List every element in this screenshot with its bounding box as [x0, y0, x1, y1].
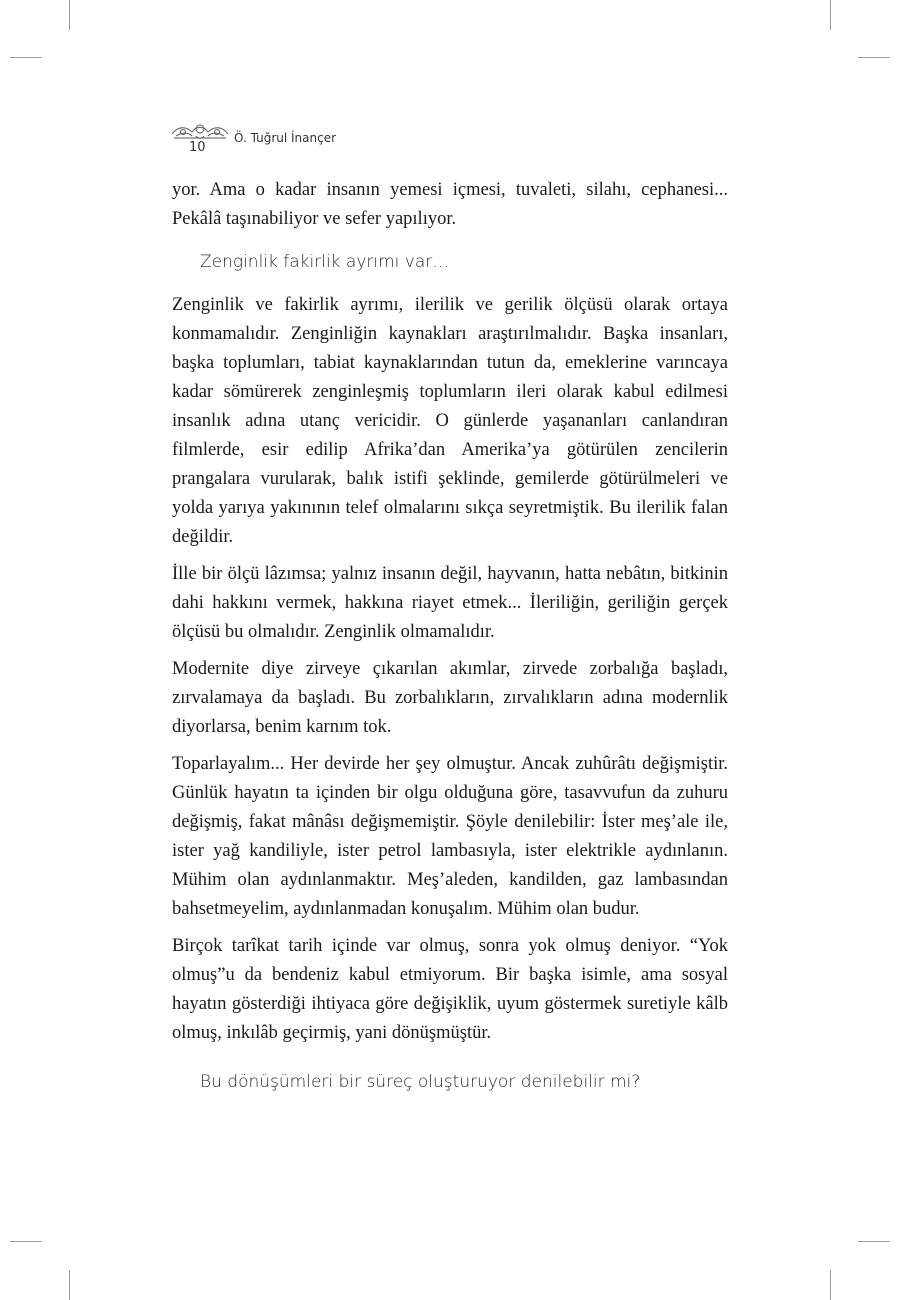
- crop-mark: [10, 1241, 42, 1242]
- page-header: [170, 120, 430, 160]
- crop-mark: [858, 57, 890, 58]
- paragraph: yor. Ama o kadar insanın yemesi içmesi, tuvaleti, silahı, cephanesi... Pekâlâ taşınabiliyor ve sefer yapılıyor.: [172, 180, 728, 229]
- page-number: 10: [189, 140, 206, 155]
- crop-mark: [10, 57, 42, 58]
- crop-mark: [830, 0, 831, 30]
- crop-mark: [69, 0, 70, 30]
- running-head: Ö. Tuğrul İnançer: [234, 131, 337, 145]
- page-body: [172, 176, 728, 1111]
- crop-mark: [830, 1270, 831, 1300]
- paragraph: İlle bir ölçü lâzımsa; yalnız insanın değil, hayvanın, hatta nebâtın, bitkinin dahi hakkını vermek, hakkına riayet etmek... İleriliğin, geriliğin gerçek ölçüsü bu olmalıdır. Zenginlik olmamalıdır.: [172, 564, 728, 642]
- interview-question: Zenginlik fakirlik ayrımı var…: [200, 252, 450, 272]
- ornament-icon: [170, 120, 230, 142]
- paragraph: Toparlayalım... Her devirde her şey olmuştur. Ancak zuhûrâtı değişmiştir. Günlük hayatın ta içinden bir olgu olduğuna göre, tasavvufun da zuhuru değişmiş, fakat mânâsı değişmemiştir. Şöyle denilebilir: İster meş’ale ile, ister yağ kandiliyle, ister petrol lambasıyla, ister elektrikle aydınlanın. Mühim olan aydınlanmaktır. Meş’aleden, kandilden, gaz lambasından bahsetmeyelim, aydınlanmadan konuşalım. Mühim olan budur.: [172, 754, 728, 919]
- interview-question: Bu dönüşümleri bir süreç oluşturuyor denilebilir mi?: [200, 1072, 641, 1092]
- crop-mark: [858, 1241, 890, 1242]
- crop-mark: [69, 1270, 70, 1300]
- paragraph: Zenginlik ve fakirlik ayrımı, ilerilik ve gerilik ölçüsü olarak ortaya konmamalıdır. Zenginliğin kaynakları araştırılmalıdır. Başka insanları, başka toplumları, tabiat kaynaklarından tutun da, emeklerine varıncaya kadar sömürerek zenginleşmiş toplumların ileri olarak kabul edilmesi insanlık adına utanç vericidir. O günlerde yaşananları canlandıran filmlerde, esir edilip Afrika’dan Amerika’ya götürülen zencilerin prangalara vurularak, balık istifi şeklinde, gemilerde götürülmeleri ve yolda yarıya yakınının telef olmalarını sıkça seyretmiştik. Bu ilerilik falan değildir.: [172, 295, 728, 547]
- paragraph: Modernite diye zirveye çıkarılan akımlar, zirvede zorbalığa başladı, zırvalamaya da başladı. Bu zorbalıkların, zırvalıkların adına modernlik diyorlarsa, benim karnım tok.: [172, 659, 728, 737]
- paragraph: Birçok tarîkat tarih içinde var olmuş, sonra yok olmuş deniyor. “Yok olmuş”u da bendeniz kabul etmiyorum. Bir başka isimle, ama sosyal hayatın gösterdiği ihtiyaca göre değişiklik, uyum göstermek suretiyle kâlb olmuş, inkılâb geçirmiş, yani dönüşmüştür.: [172, 936, 728, 1043]
